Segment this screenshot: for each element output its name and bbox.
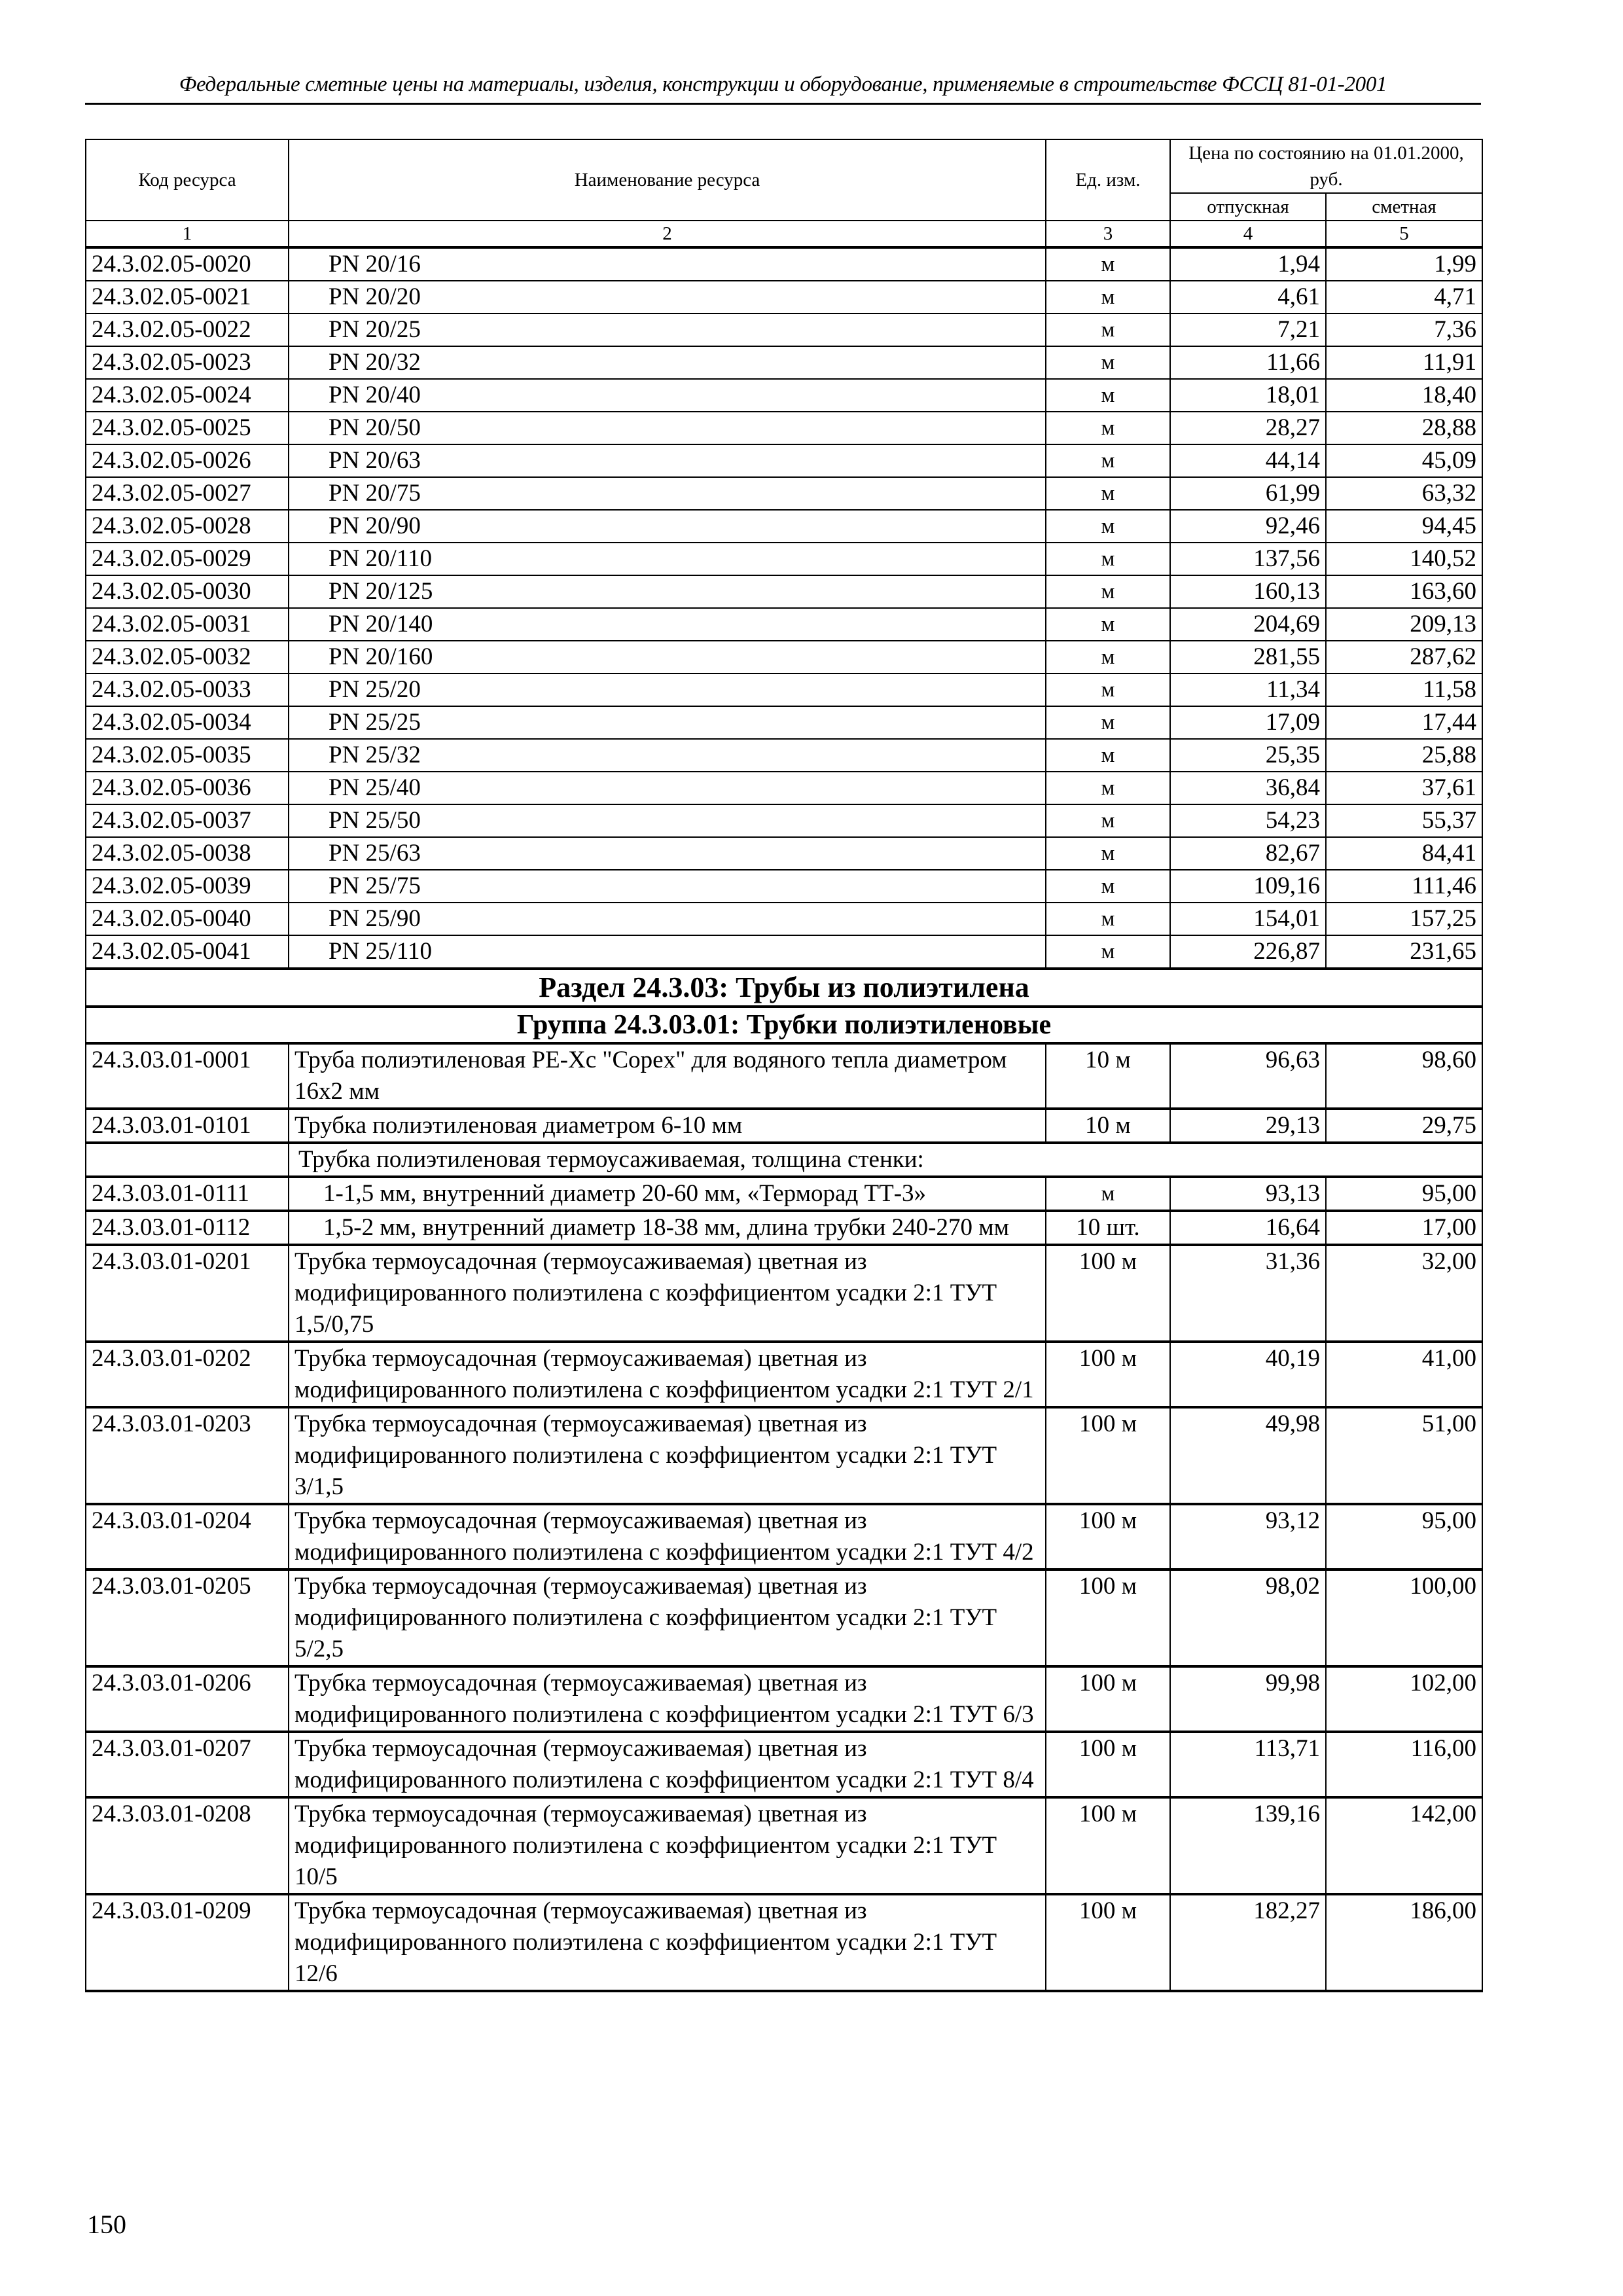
table-row — [86, 1504, 1482, 1570]
resource-code: 24.3.03.01-0201 — [86, 1245, 289, 1342]
resource-code: 24.3.03.01-0204 — [86, 1504, 289, 1570]
estimate-price: 209,13 — [1326, 608, 1482, 641]
resource-code: 24.3.02.05-0026 — [86, 444, 289, 477]
header-code: Код ресурса — [86, 139, 289, 221]
release-price: 160,13 — [1170, 575, 1326, 608]
table-row — [86, 772, 1482, 804]
section-block — [86, 969, 1482, 1043]
table-row — [86, 1211, 1482, 1245]
resource-code: 24.3.03.01-0208 — [86, 1797, 289, 1894]
estimate-price: 29,75 — [1326, 1109, 1482, 1143]
unit: 10 м — [1046, 1109, 1170, 1143]
release-price: 36,84 — [1170, 772, 1326, 804]
resource-name: PN 20/140 — [289, 608, 1046, 641]
table-row — [86, 1894, 1482, 1991]
resource-name: PN 25/25 — [289, 706, 1046, 739]
table-row — [86, 1245, 1482, 1342]
release-price: 113,71 — [1170, 1732, 1326, 1797]
table-row — [86, 804, 1482, 837]
estimate-price: 45,09 — [1326, 444, 1482, 477]
release-price: 11,66 — [1170, 346, 1326, 379]
resource-code: 24.3.02.05-0020 — [86, 247, 289, 281]
estimate-price: 84,41 — [1326, 837, 1482, 870]
release-price: 4,61 — [1170, 281, 1326, 314]
estimate-price: 55,37 — [1326, 804, 1482, 837]
resource-name: PN 20/16 — [289, 247, 1046, 281]
empty-cell — [86, 1143, 289, 1177]
header-name: Наименование ресурса — [289, 139, 1046, 221]
subheading-block — [86, 1143, 1482, 1177]
release-price: 137,56 — [1170, 543, 1326, 575]
release-price: 61,99 — [1170, 477, 1326, 510]
table-row — [86, 247, 1482, 281]
resource-code: 24.3.02.05-0039 — [86, 870, 289, 903]
estimate-price: 18,40 — [1326, 379, 1482, 412]
release-price: 17,09 — [1170, 706, 1326, 739]
table-row — [86, 739, 1482, 772]
estimate-price: 11,91 — [1326, 346, 1482, 379]
unit: 100 м — [1046, 1797, 1170, 1894]
release-price: 154,01 — [1170, 903, 1326, 935]
estimate-price: 32,00 — [1326, 1245, 1482, 1342]
resource-name: PN 20/125 — [289, 575, 1046, 608]
resource-name: Трубка термоусадочная (термоусаживаемая) цветная из модифицированного полиэтилена с коэффициентом усадки 2:1 ТУТ 6/3 — [289, 1666, 1046, 1732]
header-release-price: отпускная — [1170, 193, 1326, 221]
resource-name: Трубка термоусадочная (термоусаживаемая) цветная из модифицированного полиэтилена с коэффициентом усадки 2:1 ТУТ 4/2 — [289, 1504, 1046, 1570]
resource-name: PN 25/110 — [289, 935, 1046, 969]
table-row — [86, 641, 1482, 673]
resource-code: 24.3.02.05-0035 — [86, 739, 289, 772]
section-title: Раздел 24.3.03: Трубы из полиэтилена — [86, 969, 1482, 1007]
release-price: 40,19 — [1170, 1342, 1326, 1407]
release-price: 99,98 — [1170, 1666, 1326, 1732]
estimate-price: 94,45 — [1326, 510, 1482, 543]
estimate-price: 116,00 — [1326, 1732, 1482, 1797]
release-price: 18,01 — [1170, 379, 1326, 412]
release-price: 49,98 — [1170, 1407, 1326, 1504]
estimate-price: 163,60 — [1326, 575, 1482, 608]
resource-code: 24.3.02.05-0025 — [86, 412, 289, 444]
resource-name: Трубка термоусадочная (термоусаживаемая) цветная из модифицированного полиэтилена с коэффициентом усадки 2:1 ТУТ 2/1 — [289, 1342, 1046, 1407]
column-number: 5 — [1326, 221, 1482, 247]
table-row — [86, 903, 1482, 935]
resource-code: 24.3.02.05-0038 — [86, 837, 289, 870]
estimate-price: 17,00 — [1326, 1211, 1482, 1245]
resource-name: PN 20/50 — [289, 412, 1046, 444]
resource-code: 24.3.02.05-0037 — [86, 804, 289, 837]
resource-code: 24.3.03.01-0206 — [86, 1666, 289, 1732]
unit: м — [1046, 706, 1170, 739]
resource-name: PN 20/32 — [289, 346, 1046, 379]
resource-code: 24.3.02.05-0033 — [86, 673, 289, 706]
resource-code: 24.3.03.01-0111 — [86, 1177, 289, 1211]
resource-code: 24.3.02.05-0029 — [86, 543, 289, 575]
estimate-price: 95,00 — [1326, 1504, 1482, 1570]
resource-code: 24.3.03.01-0101 — [86, 1109, 289, 1143]
release-price: 92,46 — [1170, 510, 1326, 543]
resource-name: Трубка термоусадочная (термоусаживаемая) цветная из модифицированного полиэтилена с коэффициентом усадки 2:1 ТУТ 8/4 — [289, 1732, 1046, 1797]
estimate-price: 1,99 — [1326, 247, 1482, 281]
page-number: 150 — [87, 2210, 126, 2239]
table-row — [86, 412, 1482, 444]
table-row — [86, 314, 1482, 346]
estimate-price: 7,36 — [1326, 314, 1482, 346]
resource-name: Трубка термоусадочная (термоусаживаемая) цветная из модифицированного полиэтилена с коэффициентом усадки 2:1 ТУТ 10/5 — [289, 1797, 1046, 1894]
resource-name: PN 25/50 — [289, 804, 1046, 837]
resource-name: PN 20/20 — [289, 281, 1046, 314]
pe-rows-b — [86, 1177, 1482, 1245]
resource-name: PN 25/90 — [289, 903, 1046, 935]
release-price: 11,34 — [1170, 673, 1326, 706]
table-row — [86, 1797, 1482, 1894]
column-number: 2 — [289, 221, 1046, 247]
table-row — [86, 543, 1482, 575]
resource-code: 24.3.02.05-0022 — [86, 314, 289, 346]
resource-code: 24.3.02.05-0021 — [86, 281, 289, 314]
estimate-price: 25,88 — [1326, 739, 1482, 772]
unit: м — [1046, 575, 1170, 608]
table-row — [86, 1177, 1482, 1211]
unit: м — [1046, 444, 1170, 477]
unit: м — [1046, 608, 1170, 641]
estimate-price: 140,52 — [1326, 543, 1482, 575]
header-estimate-price: сметная — [1326, 193, 1482, 221]
resource-code: 24.3.03.01-0112 — [86, 1211, 289, 1245]
resource-name: Трубка термоусадочная (термоусаживаемая) цветная из модифицированного полиэтилена с коэффициентом усадки 2:1 ТУТ 1,5/0,75 — [289, 1245, 1046, 1342]
resource-code: 24.3.03.01-0001 — [86, 1043, 289, 1109]
unit: 100 м — [1046, 1342, 1170, 1407]
unit: м — [1046, 870, 1170, 903]
resource-name: Труба полиэтиленовая PE-Xc "Copex" для водяного тепла диаметром 16x2 мм — [289, 1043, 1046, 1109]
unit: м — [1046, 837, 1170, 870]
resource-code: 24.3.02.05-0028 — [86, 510, 289, 543]
column-numbers-row — [86, 221, 1482, 247]
release-price: 54,23 — [1170, 804, 1326, 837]
resource-name: PN 25/75 — [289, 870, 1046, 903]
resource-code: 24.3.02.05-0032 — [86, 641, 289, 673]
unit: 10 шт. — [1046, 1211, 1170, 1245]
subheading: Трубка полиэтиленовая термоусаживаемая, толщина стенки: — [289, 1143, 1482, 1177]
unit: м — [1046, 543, 1170, 575]
resource-code: 24.3.02.05-0034 — [86, 706, 289, 739]
estimate-price: 157,25 — [1326, 903, 1482, 935]
table-row — [86, 935, 1482, 969]
release-price: 7,21 — [1170, 314, 1326, 346]
estimate-price: 186,00 — [1326, 1894, 1482, 1991]
table-row — [86, 1570, 1482, 1666]
header-unit: Ед. изм. — [1046, 139, 1170, 221]
resource-name: 1-1,5 мм, внутренний диаметр 20-60 мм, «Терморад ТТ-3» — [289, 1177, 1046, 1211]
estimate-price: 100,00 — [1326, 1570, 1482, 1666]
estimate-price: 4,71 — [1326, 281, 1482, 314]
estimate-price: 111,46 — [1326, 870, 1482, 903]
pe-rows-a — [86, 1043, 1482, 1143]
table-row — [86, 575, 1482, 608]
group-title: Группа 24.3.03.01: Трубки полиэтиленовые — [86, 1007, 1482, 1043]
unit: м — [1046, 314, 1170, 346]
estimate-price: 231,65 — [1326, 935, 1482, 969]
table-row — [86, 1407, 1482, 1504]
resource-code: 24.3.02.05-0030 — [86, 575, 289, 608]
table-row — [86, 477, 1482, 510]
release-price: 98,02 — [1170, 1570, 1326, 1666]
estimate-price: 63,32 — [1326, 477, 1482, 510]
table-row — [86, 608, 1482, 641]
unit: м — [1046, 346, 1170, 379]
unit: м — [1046, 673, 1170, 706]
running-head: Федеральные сметные цены на материалы, изделия, конструкции и оборудование, применяемые в строительстве ФССЦ 81-01-2001 — [85, 69, 1481, 105]
resource-name: PN 25/32 — [289, 739, 1046, 772]
estimate-price: 37,61 — [1326, 772, 1482, 804]
table-row — [86, 379, 1482, 412]
table-row — [86, 346, 1482, 379]
table-row — [86, 837, 1482, 870]
table-row — [86, 510, 1482, 543]
table-row — [86, 673, 1482, 706]
release-price: 109,16 — [1170, 870, 1326, 903]
table-row — [86, 444, 1482, 477]
unit: м — [1046, 935, 1170, 969]
table-row — [86, 1342, 1482, 1407]
unit: 100 м — [1046, 1504, 1170, 1570]
resource-name: PN 20/25 — [289, 314, 1046, 346]
release-price: 82,67 — [1170, 837, 1326, 870]
release-price: 1,94 — [1170, 247, 1326, 281]
pn-rows — [86, 247, 1482, 969]
unit: м — [1046, 510, 1170, 543]
unit: м — [1046, 804, 1170, 837]
table-row — [86, 281, 1482, 314]
release-price: 226,87 — [1170, 935, 1326, 969]
column-number: 3 — [1046, 221, 1170, 247]
release-price: 28,27 — [1170, 412, 1326, 444]
release-price: 44,14 — [1170, 444, 1326, 477]
table-header — [86, 139, 1482, 247]
unit: 100 м — [1046, 1407, 1170, 1504]
resource-name: PN 20/63 — [289, 444, 1046, 477]
table-row — [86, 1109, 1482, 1143]
resource-name: PN 25/20 — [289, 673, 1046, 706]
estimate-price: 11,58 — [1326, 673, 1482, 706]
resource-name: PN 20/75 — [289, 477, 1046, 510]
release-price: 96,63 — [1170, 1043, 1326, 1109]
estimate-price: 51,00 — [1326, 1407, 1482, 1504]
unit: 100 м — [1046, 1570, 1170, 1666]
resource-code: 24.3.03.01-0205 — [86, 1570, 289, 1666]
resource-name: PN 20/90 — [289, 510, 1046, 543]
resource-code: 24.3.02.05-0027 — [86, 477, 289, 510]
column-number: 1 — [86, 221, 289, 247]
resource-code: 24.3.02.05-0041 — [86, 935, 289, 969]
resource-name: PN 20/40 — [289, 379, 1046, 412]
resource-name: Трубка термоусадочная (термоусаживаемая) цветная из модифицированного полиэтилена с коэффициентом усадки 2:1 ТУТ 3/1,5 — [289, 1407, 1046, 1504]
release-price: 25,35 — [1170, 739, 1326, 772]
resource-name: Трубка полиэтиленовая диаметром 6-10 мм — [289, 1109, 1046, 1143]
release-price: 281,55 — [1170, 641, 1326, 673]
resource-name: Трубка термоусадочная (термоусаживаемая) цветная из модифицированного полиэтилена с коэффициентом усадки 2:1 ТУТ 5/2,5 — [289, 1570, 1046, 1666]
table-row — [86, 1732, 1482, 1797]
release-price: 31,36 — [1170, 1245, 1326, 1342]
resource-code: 24.3.02.05-0024 — [86, 379, 289, 412]
resource-name: Трубка термоусадочная (термоусаживаемая) цветная из модифицированного полиэтилена с коэффициентом усадки 2:1 ТУТ 12/6 — [289, 1894, 1046, 1991]
resource-code: 24.3.02.05-0023 — [86, 346, 289, 379]
unit: м — [1046, 281, 1170, 314]
release-price: 29,13 — [1170, 1109, 1326, 1143]
unit: м — [1046, 412, 1170, 444]
table-row — [86, 1043, 1482, 1109]
resource-name: PN 20/160 — [289, 641, 1046, 673]
unit: м — [1046, 739, 1170, 772]
release-price: 182,27 — [1170, 1894, 1326, 1991]
estimate-price: 41,00 — [1326, 1342, 1482, 1407]
resource-name: 1,5-2 мм, внутренний диаметр 18-38 мм, длина трубки 240-270 мм — [289, 1211, 1046, 1245]
unit: м — [1046, 1177, 1170, 1211]
release-price: 93,12 — [1170, 1504, 1326, 1570]
unit: м — [1046, 903, 1170, 935]
estimate-price: 287,62 — [1326, 641, 1482, 673]
unit: 10 м — [1046, 1043, 1170, 1109]
unit: м — [1046, 772, 1170, 804]
resource-code: 24.3.02.05-0040 — [86, 903, 289, 935]
estimate-price: 142,00 — [1326, 1797, 1482, 1894]
unit: м — [1046, 641, 1170, 673]
column-number: 4 — [1170, 221, 1326, 247]
resource-code: 24.3.02.05-0036 — [86, 772, 289, 804]
resource-code: 24.3.03.01-0209 — [86, 1894, 289, 1991]
unit: м — [1046, 379, 1170, 412]
release-price: 139,16 — [1170, 1797, 1326, 1894]
resource-name: PN 25/63 — [289, 837, 1046, 870]
header-price-group: Цена по состоянию на 01.01.2000, руб. — [1170, 139, 1482, 193]
tut-rows — [86, 1245, 1482, 1991]
estimate-price: 102,00 — [1326, 1666, 1482, 1732]
resource-name: PN 25/40 — [289, 772, 1046, 804]
resource-code: 24.3.03.01-0202 — [86, 1342, 289, 1407]
estimate-price: 98,60 — [1326, 1043, 1482, 1109]
release-price: 16,64 — [1170, 1211, 1326, 1245]
unit: м — [1046, 247, 1170, 281]
estimate-price: 95,00 — [1326, 1177, 1482, 1211]
unit: 100 м — [1046, 1245, 1170, 1342]
table-row — [86, 1666, 1482, 1732]
table-row — [86, 870, 1482, 903]
resource-code: 24.3.03.01-0207 — [86, 1732, 289, 1797]
resource-name: PN 20/110 — [289, 543, 1046, 575]
resource-code: 24.3.03.01-0203 — [86, 1407, 289, 1504]
unit: м — [1046, 477, 1170, 510]
release-price: 93,13 — [1170, 1177, 1326, 1211]
estimate-price: 17,44 — [1326, 706, 1482, 739]
estimate-price: 28,88 — [1326, 412, 1482, 444]
price-table — [85, 139, 1483, 1992]
unit: 100 м — [1046, 1894, 1170, 1991]
unit: 100 м — [1046, 1732, 1170, 1797]
table-row — [86, 706, 1482, 739]
unit: 100 м — [1046, 1666, 1170, 1732]
release-price: 204,69 — [1170, 608, 1326, 641]
resource-code: 24.3.02.05-0031 — [86, 608, 289, 641]
